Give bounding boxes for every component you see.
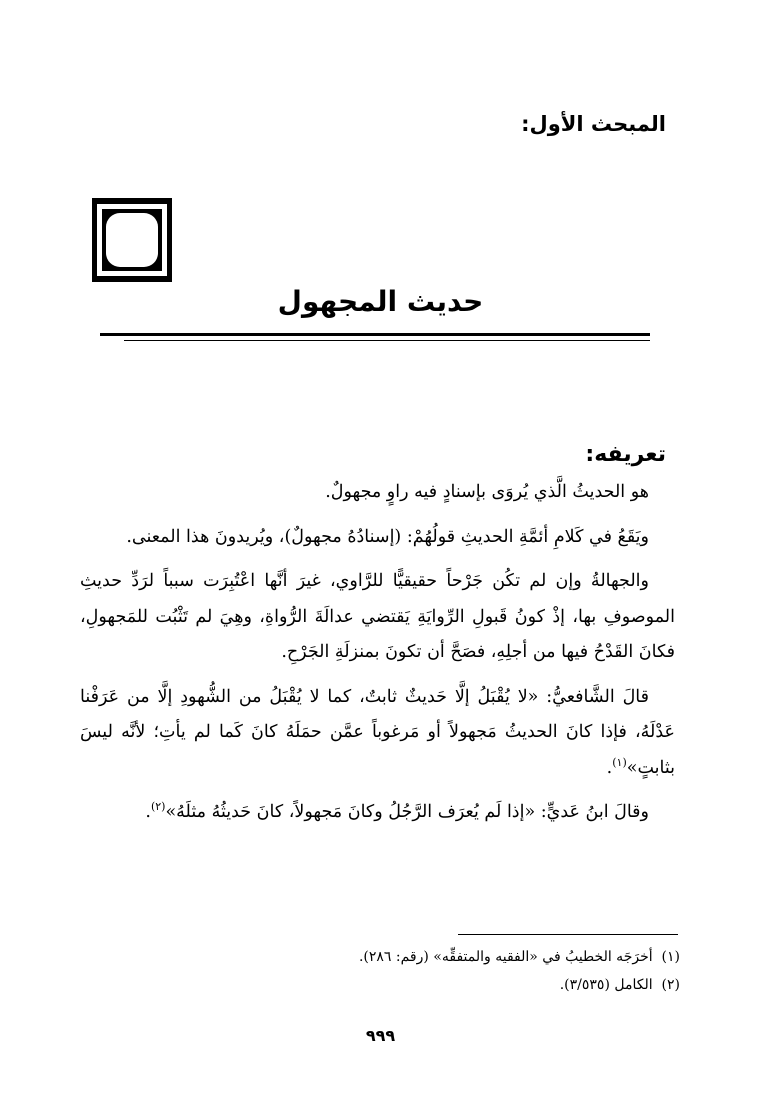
footnote-number: (٢)	[661, 977, 680, 993]
section-heading: المبحث الأول:	[521, 112, 666, 136]
chapter-title: حديث المجهول	[277, 285, 484, 318]
footnote-divider	[458, 934, 678, 935]
footnote-number: (١)	[661, 949, 680, 965]
footnote-ref[interactable]: (٢)	[150, 800, 166, 814]
paragraph: ويَقَعُ في كَلامِ أئمَّةِ الحديثِ قولُهُمْ: (إسنادُهُ مجهولٌ)، ويُريدونَ هذا المعنى.	[126, 526, 649, 547]
title-rule-thick	[100, 333, 650, 336]
footnote	[80, 943, 680, 971]
definition-heading: تعريفه:	[585, 442, 666, 467]
footnotes	[80, 943, 680, 999]
paragraph: والجهالةُ وإن لم تكُن جَرْحاً حقيقيًّا للرَّاوي، غيرَ أنَّها اعْتُبِرَت سبباً لرَدِّ حديثِ الموصوفِ بها، إذْ كونُ قَبولِ الرِّوايَةِ يَقتضي عدالَةَ الرُّواةِ، وهِيَ لم تَثْبُت للمَجهولِ، فكانَ القَدْحُ فيها من أجلِهِ، فصَحَّ أن تكونَ بمنزلَةِ الجَرْحِ.	[80, 571, 675, 662]
title-rule-thin	[124, 340, 650, 341]
ornament-frame-icon	[92, 198, 172, 282]
footnote-text: الكامل (٣/٥٣٥).	[559, 977, 653, 993]
paragraph: وقالَ ابنُ عَديٍّ: «إذا لَم يُعرَف الرَّجُلُ وكانَ مَجهولاً، كانَ حَديثُهُ مثلَهُ»$^{(٢)}$.	[145, 800, 649, 822]
paragraph: هو الحديثُ الَّذي يُروَى بإسنادٍ فيه راوٍ مجهولٌ.	[325, 482, 649, 502]
footnote	[80, 971, 680, 999]
page-number: ٩٩٩	[365, 1026, 396, 1045]
body-text	[80, 475, 675, 840]
footnote-ref[interactable]: (١)	[612, 755, 627, 769]
paragraph: قالَ الشَّافعيُّ: «لا يُقْبَلُ إلَّا حَديثٌ ثابتٌ، كما لا يُقْبَلُ من الشُّهودِ إلَّا من عَرَفْنا عَدْلَهُ، فإذا كانَ الحديثُ مَجهولاً أو مَرغوباً عمَّن حمَلَهُ كانَ كَما لم يأتِ؛ لأنَّه ليسَ بثابتٍ»$^{(١)}$.	[80, 686, 675, 778]
footnote-text: أخرَجَه الخطيبُ في «الفقيه والمتفقِّه» (رقم: ٢٨٦).	[358, 949, 653, 965]
